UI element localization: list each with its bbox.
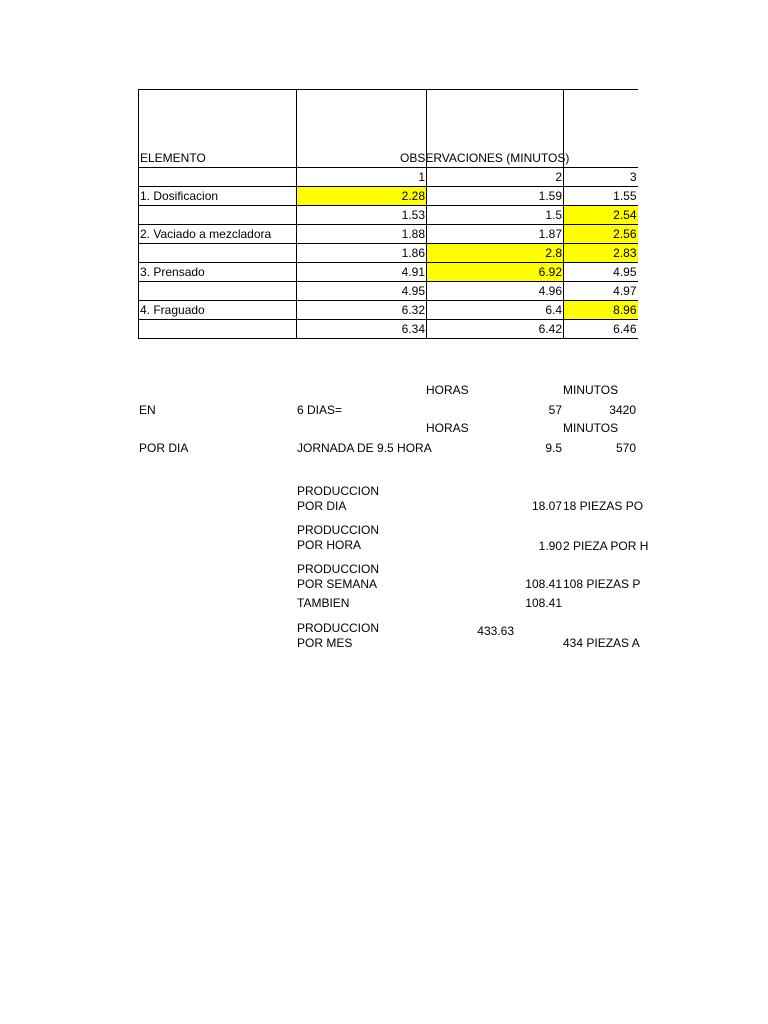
table-row xyxy=(139,263,638,282)
en-label: EN xyxy=(139,403,156,417)
produccion-hora-note: 2 PIEZA POR H xyxy=(563,539,649,553)
value-cell[interactable]: 1.87 xyxy=(427,225,564,244)
value-cell[interactable]: 6.46 xyxy=(564,320,638,339)
horas-label: HORAS xyxy=(426,383,469,397)
produccion-semana-note: 108 PIEZAS P xyxy=(563,577,641,591)
table-row xyxy=(139,244,638,263)
value-cell[interactable]: 1.88 xyxy=(297,225,427,244)
hours-per-day-value[interactable]: 9.5 xyxy=(545,441,562,455)
value-cell[interactable]: 6.32 xyxy=(297,301,427,320)
observations-table xyxy=(138,89,638,339)
value-cell[interactable]: 8.96 xyxy=(564,301,638,320)
header-elemento[interactable]: ELEMENTO xyxy=(139,90,297,168)
value-cell[interactable]: 6.4 xyxy=(427,301,564,320)
produccion-dia-value[interactable]: 18.07 xyxy=(531,499,562,513)
value-cell[interactable]: 2.28 xyxy=(297,187,427,206)
minutos-label-2: MINUTOS xyxy=(563,421,619,435)
produccion-mes-value[interactable]: 433.63 xyxy=(477,624,514,638)
table-row xyxy=(139,206,638,225)
value-cell[interactable]: 4.97 xyxy=(564,282,638,301)
produccion-semana-label: PRODUCCION POR SEMANA xyxy=(297,562,380,591)
table-row xyxy=(139,320,638,339)
value-cell[interactable]: 2.8 xyxy=(427,244,564,263)
minutes-value[interactable]: 3420 xyxy=(609,403,636,417)
jornada-label: JORNADA DE 9.5 HORA xyxy=(297,441,432,455)
tambien-value[interactable]: 108.41 xyxy=(525,596,562,610)
produccion-hora-label: PRODUCCION POR HORA xyxy=(297,523,380,552)
element-cell[interactable]: 3. Prensado xyxy=(139,263,297,282)
value-cell[interactable]: 2.83 xyxy=(564,244,638,263)
value-cell[interactable]: 1.5 xyxy=(427,206,564,225)
header-blank-cell[interactable] xyxy=(564,90,638,168)
value-cell[interactable]: 6.92 xyxy=(427,263,564,282)
produccion-hora-value[interactable]: 1.90 xyxy=(538,539,562,553)
table-row xyxy=(139,282,638,301)
produccion-dia-note: 18 PIEZAS PO xyxy=(563,499,644,513)
value-cell[interactable]: 2.56 xyxy=(564,225,638,244)
table-cell[interactable] xyxy=(139,168,297,187)
value-cell[interactable]: 4.95 xyxy=(564,263,638,282)
value-cell[interactable]: 4.91 xyxy=(297,263,427,282)
element-cell[interactable] xyxy=(139,244,297,263)
element-cell[interactable] xyxy=(139,320,297,339)
tambien-label: TAMBIEN xyxy=(297,596,350,610)
header-observaciones[interactable] xyxy=(297,90,570,168)
value-cell[interactable]: 6.34 xyxy=(297,320,427,339)
minutos-label: MINUTOS xyxy=(563,383,619,397)
value-cell[interactable]: 4.96 xyxy=(427,282,564,301)
value-cell[interactable]: 1.53 xyxy=(297,206,427,225)
value-cell[interactable]: 1.86 xyxy=(297,244,427,263)
value-cell[interactable]: 1.55 xyxy=(564,187,638,206)
table-row xyxy=(139,225,638,244)
por-dia-label: POR DIA xyxy=(139,441,189,455)
col-number-1[interactable]: 1 xyxy=(297,168,427,187)
produccion-semana-value[interactable]: 108.41 xyxy=(525,577,562,591)
horas-label-2: HORAS xyxy=(426,421,469,435)
table-row xyxy=(139,301,638,320)
element-cell[interactable]: 4. Fraguado xyxy=(139,301,297,320)
value-cell[interactable]: 1.59 xyxy=(427,187,564,206)
produccion-mes-label: PRODUCCION POR MES xyxy=(297,621,380,650)
value-cell[interactable]: 4.95 xyxy=(297,282,427,301)
value-cell[interactable]: 6.42 xyxy=(427,320,564,339)
table-row xyxy=(139,187,638,206)
element-cell[interactable]: 1. Dosificacion xyxy=(139,187,297,206)
element-cell[interactable]: 2. Vaciado a mezcladora xyxy=(139,225,297,244)
col-number-2[interactable]: 2 xyxy=(427,168,564,187)
produccion-mes-note: 434 PIEZAS A xyxy=(563,636,640,650)
table-row-col-numbers xyxy=(139,168,638,187)
element-cell[interactable] xyxy=(139,206,297,225)
minutes-per-day-value[interactable]: 570 xyxy=(615,441,636,455)
hours-value[interactable]: 57 xyxy=(548,403,562,417)
value-cell[interactable]: 2.54 xyxy=(564,206,638,225)
table-header-row xyxy=(139,90,638,168)
six-days-label: 6 DIAS= xyxy=(297,403,343,417)
produccion-dia-label: PRODUCCION POR DIA xyxy=(297,484,380,513)
col-number-3[interactable]: 3 xyxy=(564,168,638,187)
element-cell[interactable] xyxy=(139,282,297,301)
observaciones-title: OBSERVACIONES (MINUTOS) xyxy=(400,151,570,165)
